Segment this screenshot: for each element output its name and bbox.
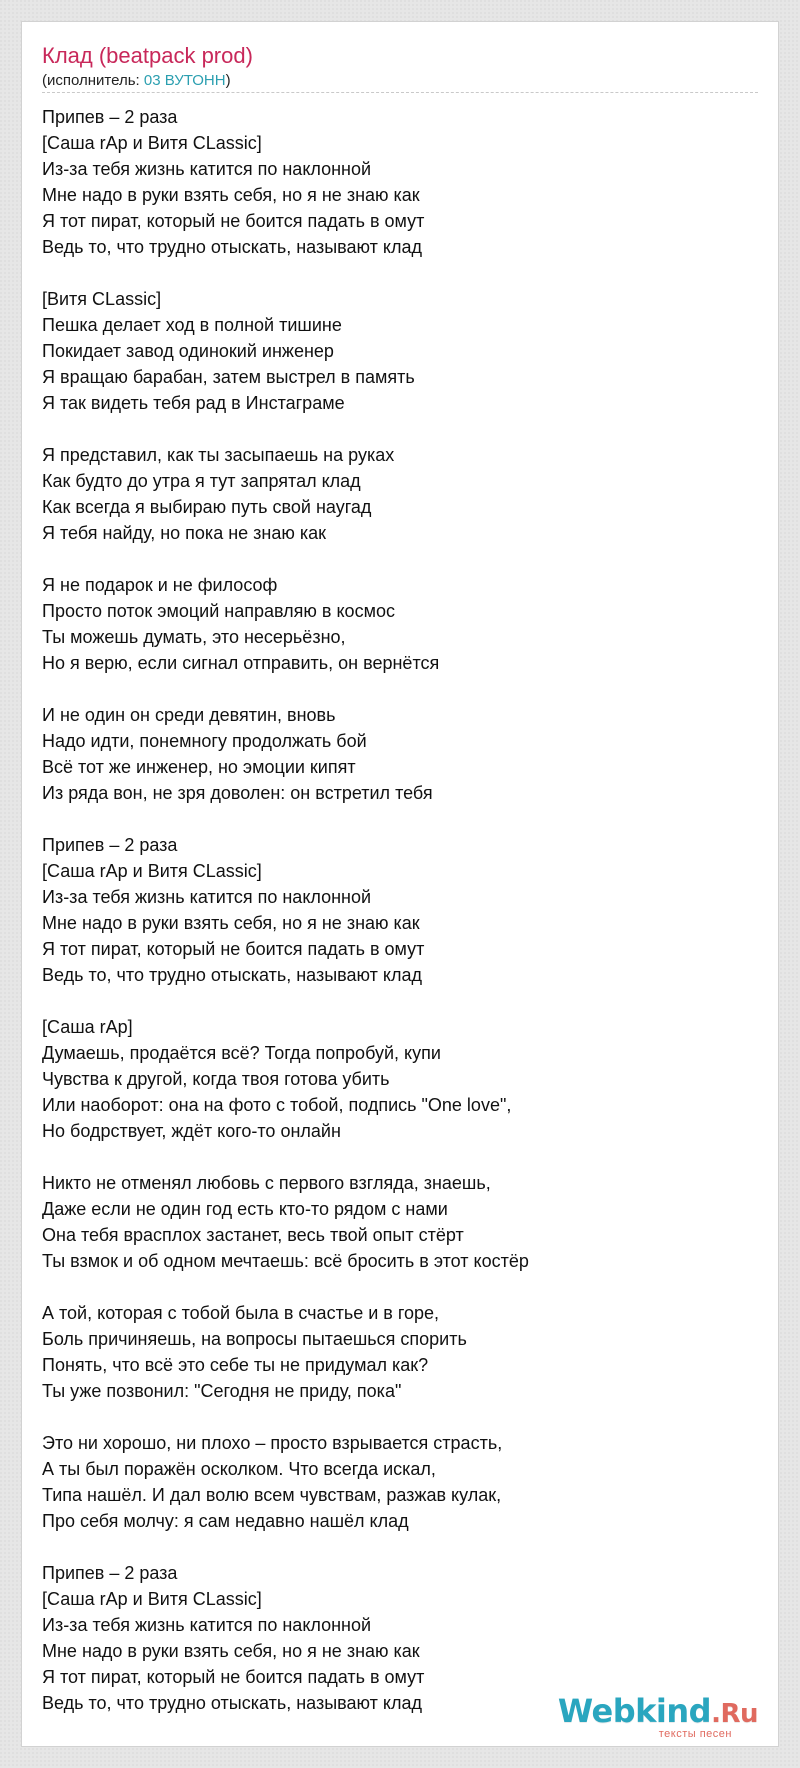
lyric-line	[42, 1534, 758, 1560]
lyric-line: [Саша rAp и Витя CLassic]	[42, 133, 262, 153]
lyric-line	[42, 1404, 758, 1430]
lyric-line: Понять, что всё это себе ты не придумал как?	[42, 1355, 429, 1375]
lyric-line: Из-за тебя жизнь катится по наклонной	[42, 887, 372, 907]
lyric-line: Ведь то, что трудно отыскать, называют клад	[42, 237, 422, 257]
lyric-line: [Саша rAp]	[42, 1017, 133, 1037]
lyric-line	[42, 546, 758, 572]
lyric-line: Думаешь, продаётся всё? Тогда попробуй, купи	[42, 1043, 441, 1063]
lyric-line: Но я верю, если сигнал отправить, он вернётся	[42, 653, 440, 673]
lyric-line: Как будто до утра я тут запрятал клад	[42, 471, 361, 491]
song-title: Клад (beatpack prod)	[42, 43, 253, 68]
lyric-line: Пешка делает ход в полной тишине	[42, 315, 342, 335]
lyric-line	[42, 260, 758, 286]
site-logo-wordmark	[558, 1694, 758, 1731]
lyric-line: Покидает завод одинокий инженер	[42, 341, 334, 361]
lyric-line: Типа нашёл. И дал волю всем чувствам, разжав кулак,	[42, 1485, 502, 1505]
artist-prefix: (исполнитель:	[42, 72, 144, 89]
lyric-line: А той, которая с тобой была в счастье и в горе,	[42, 1303, 440, 1323]
lyric-line: И не один он среди девятин, вновь	[42, 705, 336, 725]
lyric-line	[42, 1144, 758, 1170]
lyric-line: Надо идти, понемногу продолжать бой	[42, 731, 367, 751]
lyric-line: Я тот пират, который не боится падать в омут	[42, 939, 425, 959]
lyric-line: Никто не отменял любовь с первого взгляда, знаешь,	[42, 1173, 491, 1193]
lyric-line: Она тебя врасплох застанет, весь твой опыт стёрт	[42, 1225, 464, 1245]
artist-suffix: )	[225, 72, 231, 89]
lyric-line: Я представил, как ты засыпаешь на руках	[42, 445, 395, 465]
lyric-line: [Витя CLassic]	[42, 289, 162, 309]
lyric-line: Ты уже позвонил: "Сегодня не приду, пока"	[42, 1381, 402, 1401]
lyric-line: [Саша rAp и Витя CLassic]	[42, 861, 262, 881]
lyric-line: Из-за тебя жизнь катится по наклонной	[42, 1615, 372, 1635]
lyric-line: Я вращаю барабан, затем выстрел в память	[42, 367, 415, 387]
lyric-line	[42, 1274, 758, 1300]
lyric-line: Про себя молчу: я сам недавно нашёл клад	[42, 1511, 409, 1531]
artist-link[interactable]: 03 ВУТОНН	[143, 72, 226, 89]
lyric-line: Я тот пират, который не боится падать в омут	[42, 1667, 425, 1687]
lyric-line: Даже если не один год есть кто-то рядом с нами	[42, 1199, 448, 1219]
header-divider	[42, 92, 758, 93]
lyric-line: Я тебя найду, но пока не знаю как	[42, 523, 327, 543]
lyric-line: Ведь то, что трудно отыскать, называют клад	[42, 1693, 422, 1713]
lyric-line: Но бодрствует, ждёт кого-то онлайн	[42, 1121, 341, 1141]
lyric-line	[42, 806, 758, 832]
lyric-line: А ты был поражён осколком. Что всегда искал,	[42, 1459, 436, 1479]
site-logo-tld: .Ru	[711, 1699, 758, 1729]
lyric-line: Припев – 2 раза	[42, 1563, 178, 1583]
lyric-line: Мне надо в руки взять себя, но я не знаю как	[42, 185, 420, 205]
lyrics-sheet	[22, 22, 778, 1746]
lyric-line: Я не подарок и не философ	[42, 575, 278, 595]
lyric-line: Как всегда я выбираю путь свой наугад	[42, 497, 372, 517]
lyric-line: Ты можешь думать, это несерьёзно,	[42, 627, 346, 647]
lyric-line	[42, 676, 758, 702]
lyric-line	[42, 988, 758, 1014]
lyric-line: Боль причиняешь, на вопросы пытаешься спорить	[42, 1329, 467, 1349]
song-header	[42, 42, 758, 90]
artist-line	[42, 72, 758, 90]
lyric-line: Просто поток эмоций направляю в космос	[42, 601, 395, 621]
lyric-line: Припев – 2 раза	[42, 835, 178, 855]
lyric-line: Припев – 2 раза	[42, 107, 178, 127]
lyric-line: Из ряда вон, не зря доволен: он встретил тебя	[42, 783, 433, 803]
lyric-line: Или наоборот: она на фото с тобой, подпись "One love",	[42, 1095, 512, 1115]
lyric-line: Чувства к другой, когда твоя готова убить	[42, 1069, 390, 1089]
lyric-line: Мне надо в руки взять себя, но я не знаю как	[42, 913, 420, 933]
lyric-line: Мне надо в руки взять себя, но я не знаю как	[42, 1641, 420, 1661]
lyric-line: [Саша rAp и Витя CLassic]	[42, 1589, 262, 1609]
site-logo[interactable]	[558, 1694, 758, 1740]
lyric-line: Ведь то, что трудно отыскать, называют клад	[42, 965, 422, 985]
lyric-line: Из-за тебя жизнь катится по наклонной	[42, 159, 372, 179]
site-logo-tagline: тексты песен	[658, 1728, 732, 1740]
site-logo-name: Webkind	[557, 1692, 712, 1730]
lyric-line	[42, 416, 758, 442]
lyric-line: Ты взмок и об одном мечтаешь: всё бросить в этот костёр	[42, 1251, 529, 1271]
lyric-line: Всё тот же инженер, но эмоции кипят	[42, 757, 356, 777]
lyric-line: Я так видеть тебя рад в Инстаграме	[42, 393, 345, 413]
lyrics-text	[42, 104, 758, 1716]
lyric-line: Я тот пират, который не боится падать в омут	[42, 211, 425, 231]
lyric-line: Это ни хорошо, ни плохо – просто взрывается страсть,	[42, 1433, 503, 1453]
